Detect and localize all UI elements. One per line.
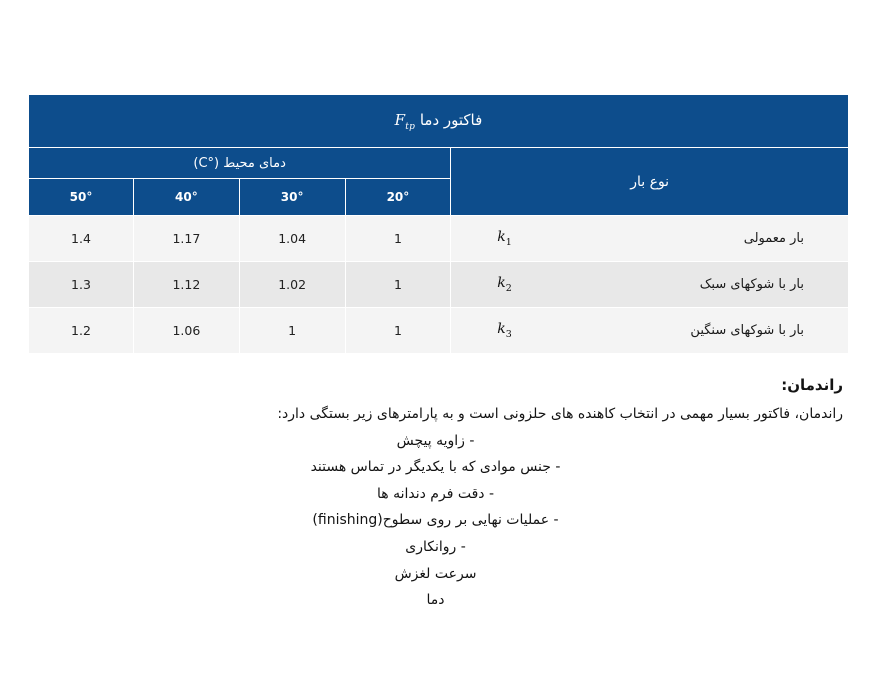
- parameter-list: [28, 428, 843, 614]
- table-row: [29, 308, 849, 354]
- list-item: - جنس موادی که با یکدیگر در تماس هستند: [310, 459, 561, 476]
- table-title-row: [29, 95, 849, 148]
- row-label-cell: [451, 262, 849, 308]
- temp-col-30: 30°: [239, 179, 345, 216]
- section-intro: راندمان، فاکتور بسیار مهمی در انتخاب کاهنده های حلزونی است و به پارامترهای زیر بستگی دارد:: [277, 405, 843, 422]
- row-label-cell: [451, 216, 849, 262]
- list-item: دما: [426, 592, 445, 609]
- k-symbol: $k_2$: [497, 275, 512, 294]
- ambient-temperature-header: دمای محیط (°C): [29, 148, 451, 179]
- cell-value: 1.17: [134, 216, 240, 262]
- section-title: راندمان:: [781, 376, 843, 394]
- cell-value: 1: [239, 308, 345, 354]
- cell-value: 1.2: [29, 308, 134, 354]
- table-title: [29, 95, 849, 148]
- temp-col-40: 40°: [134, 179, 240, 216]
- cell-value: 1.04: [239, 216, 345, 262]
- type-column-header: نوع بار: [451, 148, 849, 216]
- table-title-text: فاکتور دما: [419, 110, 483, 129]
- cell-value: 1.12: [134, 262, 240, 308]
- temperature-factor-table: [28, 94, 849, 354]
- list-item: - زاویه پیچش: [396, 432, 475, 449]
- list-item: - دقت فرم دندانه ها: [376, 485, 495, 502]
- cell-value: 1.02: [239, 262, 345, 308]
- list-item: - روانکاری: [405, 539, 466, 556]
- cell-value: 1.3: [29, 262, 134, 308]
- temp-col-50: 50°: [29, 179, 134, 216]
- load-type-label: بار با شوکهای سنگین: [690, 322, 804, 338]
- cell-value: 1: [345, 308, 451, 354]
- list-item: - عملیات نهایی بر روی سطوح(finishing): [312, 512, 559, 529]
- table-group-header-row: [29, 148, 849, 179]
- cell-value: 1.4: [29, 216, 134, 262]
- table-row: [29, 262, 849, 308]
- k-symbol: $k_1$: [497, 229, 512, 248]
- cell-value: 1: [345, 262, 451, 308]
- load-type-label: بار معمولی: [743, 230, 804, 246]
- ftp-symbol: $F_{tp}$: [394, 110, 416, 132]
- cell-value: 1: [345, 216, 451, 262]
- temp-col-20: 20°: [345, 179, 451, 216]
- cell-value: 1.06: [134, 308, 240, 354]
- efficiency-section: [28, 372, 849, 614]
- load-type-label: بار با شوکهای سبک: [699, 276, 804, 292]
- table-row: [29, 216, 849, 262]
- list-item: سرعت لغزش: [394, 565, 477, 582]
- k-symbol: $k_3$: [497, 321, 512, 340]
- row-label-cell: [451, 308, 849, 354]
